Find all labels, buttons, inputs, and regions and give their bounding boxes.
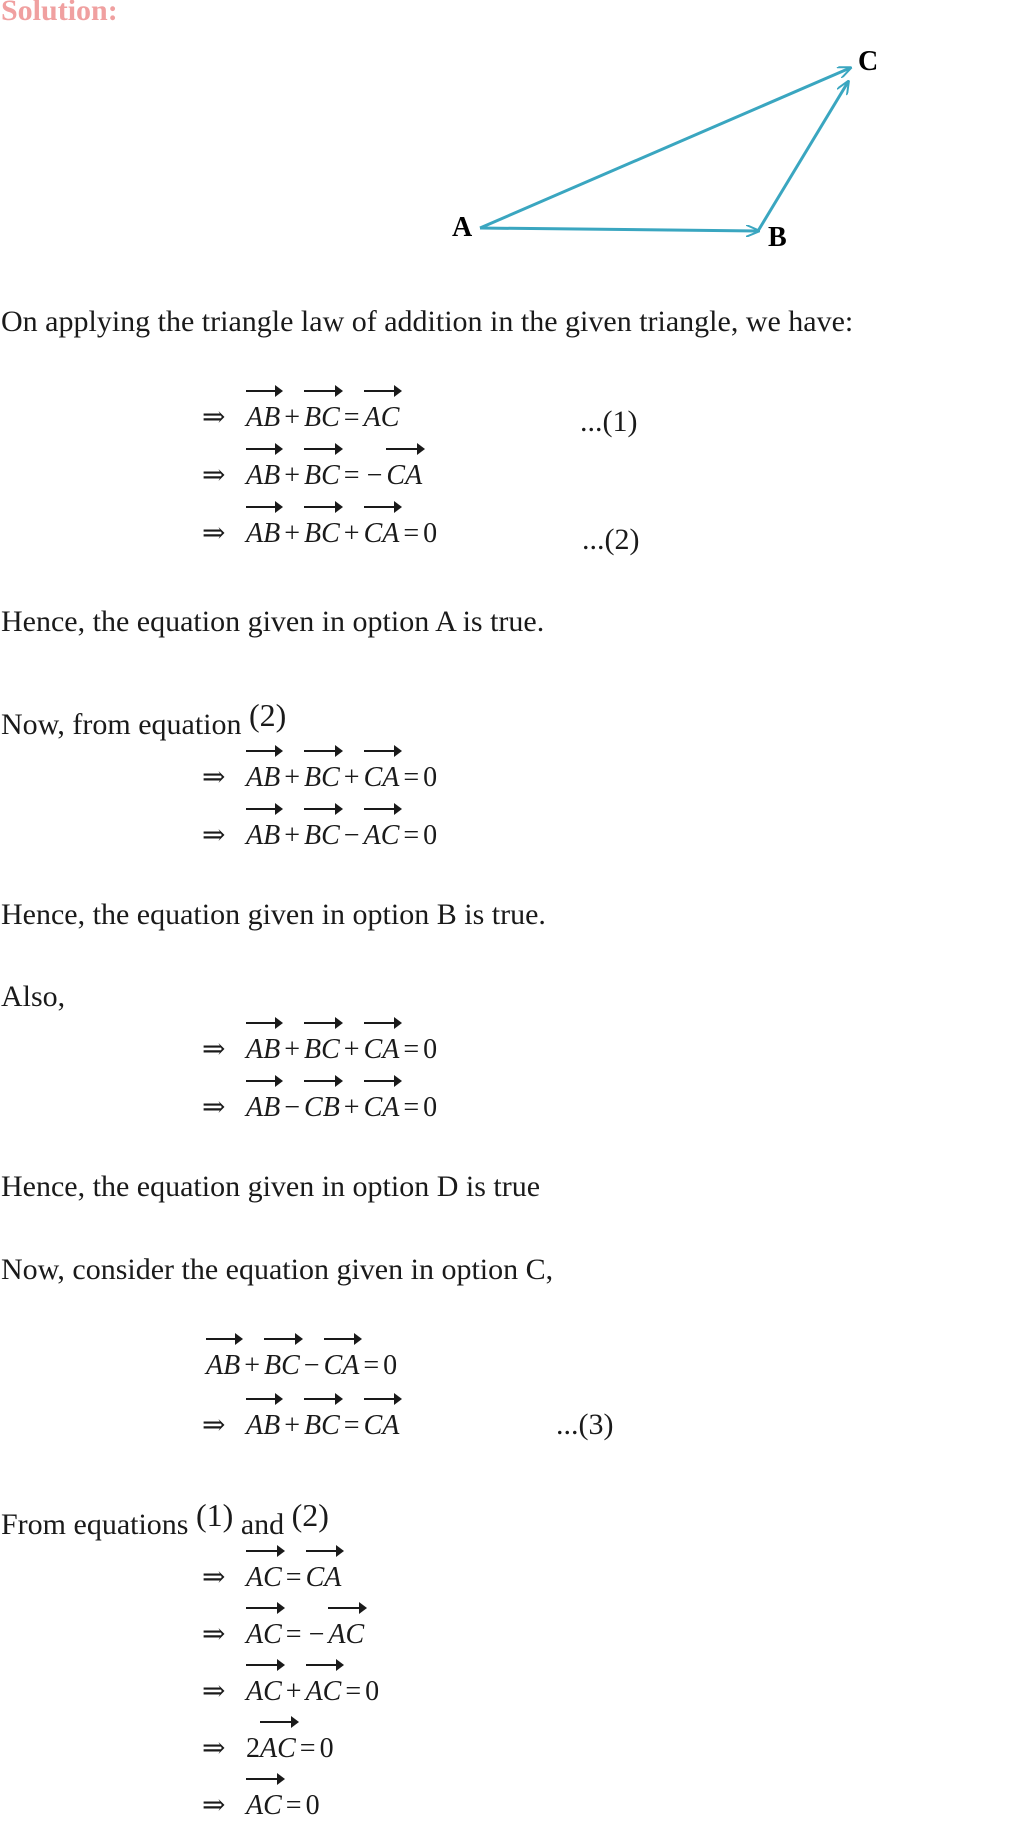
vector-term: CA <box>386 460 423 491</box>
vector-term: AC <box>363 820 400 851</box>
implies-symbol: ⇒ <box>202 1619 226 1650</box>
operator: + <box>343 518 360 549</box>
operator: + <box>343 1092 360 1123</box>
equation-line <box>202 760 437 794</box>
operator: + <box>343 1034 360 1065</box>
paragraph-prefix: Now, from equation <box>1 708 242 741</box>
operator: = <box>285 1562 302 1593</box>
vector-ab <box>480 228 758 231</box>
number: 2 <box>246 1733 260 1764</box>
vertex-label-a: A <box>452 212 473 243</box>
operator: − <box>343 820 360 851</box>
equation-line <box>202 1032 437 1066</box>
number: 0 <box>365 1676 380 1707</box>
operator: = <box>285 1790 302 1821</box>
equation-tag-2: ...(2) <box>582 523 640 556</box>
vector-term: BC <box>304 762 340 793</box>
vector-term: AB <box>246 1034 281 1065</box>
vector-term: AC <box>246 1676 282 1707</box>
paragraph-also: Also, <box>1 980 66 1013</box>
implies-symbol: ⇒ <box>202 1034 226 1065</box>
operator: + <box>343 762 360 793</box>
equation-tag-3: ...(3) <box>556 1408 614 1441</box>
equation-line <box>202 516 437 550</box>
equation-line <box>202 818 437 852</box>
operator: = <box>299 1733 316 1764</box>
vector-term: CA <box>323 1350 360 1381</box>
operator: + <box>244 1350 261 1381</box>
operator: = <box>403 820 420 851</box>
vector-term: AC <box>363 402 400 433</box>
implies-symbol: ⇒ <box>202 1676 226 1707</box>
equation-ref: (2) <box>249 697 287 733</box>
vector-term: AB <box>246 1092 281 1123</box>
vector-term: AB <box>246 762 281 793</box>
solution-heading: Solution: <box>1 0 118 27</box>
vector-bc <box>758 82 848 231</box>
operator: = <box>403 1092 420 1123</box>
triangle-figure <box>440 40 900 260</box>
vector-term: BC <box>304 402 340 433</box>
number: 0 <box>423 518 438 549</box>
vector-term: AB <box>246 460 281 491</box>
operator: = − <box>343 460 383 491</box>
implies-symbol: ⇒ <box>202 1562 226 1593</box>
vector-term: BC <box>304 820 340 851</box>
equation-line <box>202 1090 437 1124</box>
number: 0 <box>305 1790 320 1821</box>
operator: + <box>284 820 301 851</box>
operator: + <box>284 762 301 793</box>
operator: + <box>284 460 301 491</box>
vector-term: AB <box>246 518 281 549</box>
vertex-label-c: C <box>858 46 879 77</box>
vector-term: BC <box>304 1410 340 1441</box>
number: 0 <box>423 762 438 793</box>
operator: = <box>403 518 420 549</box>
operator: = <box>403 1034 420 1065</box>
operator: − <box>303 1350 320 1381</box>
equation-line <box>202 1731 334 1765</box>
operator: = − <box>285 1619 325 1650</box>
vector-term: AB <box>246 1410 281 1441</box>
operator: = <box>343 1410 360 1441</box>
vertex-label-b: B <box>768 222 787 253</box>
equation-line <box>202 1408 399 1442</box>
operator: = <box>345 1676 362 1707</box>
operator: − <box>284 1092 301 1123</box>
operator: + <box>284 1410 301 1441</box>
paragraph-option-b: Hence, the equation given in option B is true. <box>1 898 546 931</box>
vector-term: AC <box>246 1790 282 1821</box>
vector-term: CA <box>363 518 400 549</box>
paragraph-from-equation-2 <box>1 697 287 742</box>
operator: + <box>284 518 301 549</box>
vector-ac <box>480 68 850 228</box>
vector-term: AB <box>246 820 281 851</box>
vector-term: BC <box>264 1350 300 1381</box>
vector-term: CA <box>363 1034 400 1065</box>
number: 0 <box>423 1034 438 1065</box>
operator: = <box>343 402 360 433</box>
paragraph-triangle-law: On applying the triangle law of addition in the given triangle, we have: <box>1 305 854 338</box>
vector-term: BC <box>304 518 340 549</box>
implies-symbol: ⇒ <box>202 1790 226 1821</box>
vector-term: CA <box>363 762 400 793</box>
vector-term: AC <box>246 1619 282 1650</box>
equation-tag-1: ...(1) <box>580 405 638 438</box>
operator: + <box>284 402 301 433</box>
equation-line <box>202 400 399 434</box>
vector-term: AC <box>260 1733 296 1764</box>
vector-term: BC <box>304 1034 340 1065</box>
vector-term: CA <box>363 1092 400 1123</box>
vector-term: CB <box>304 1092 340 1123</box>
implies-symbol: ⇒ <box>202 460 226 491</box>
vector-term: CA <box>363 1410 400 1441</box>
operator: = <box>403 762 420 793</box>
paragraph-and: and <box>240 1508 285 1541</box>
equation-line <box>206 1350 397 1382</box>
operator: + <box>285 1676 302 1707</box>
vector-term: AB <box>246 402 281 433</box>
number: 0 <box>423 1092 438 1123</box>
equation-ref-1: (1) <box>196 1497 234 1533</box>
vector-term: AC <box>305 1676 342 1707</box>
paragraph-option-a: Hence, the equation given in option A is true. <box>1 605 545 638</box>
paragraph-prefix: From equations <box>1 1508 189 1541</box>
vector-term: AC <box>328 1619 365 1650</box>
implies-symbol: ⇒ <box>202 1733 226 1764</box>
implies-symbol: ⇒ <box>202 402 226 433</box>
paragraph-option-d: Hence, the equation given in option D is true <box>1 1170 541 1203</box>
vector-term: CA <box>305 1562 342 1593</box>
vector-term: BC <box>304 460 340 491</box>
number: 0 <box>423 820 438 851</box>
operator: = <box>363 1350 380 1381</box>
implies-symbol: ⇒ <box>202 762 226 793</box>
equation-line <box>202 1674 379 1708</box>
implies-symbol: ⇒ <box>202 820 226 851</box>
implies-symbol: ⇒ <box>202 518 226 549</box>
equation-line <box>202 1617 364 1651</box>
operator: + <box>284 1034 301 1065</box>
number: 0 <box>383 1350 398 1381</box>
implies-symbol: ⇒ <box>202 1410 226 1441</box>
equation-line <box>202 1560 341 1594</box>
paragraph-option-c: Now, consider the equation given in option C, <box>1 1253 554 1286</box>
equation-line <box>202 458 422 492</box>
implies-symbol: ⇒ <box>202 1092 226 1123</box>
equation-ref-2: (2) <box>291 1497 329 1533</box>
vector-term: AB <box>206 1350 241 1381</box>
paragraph-from-equations <box>1 1497 329 1542</box>
equation-line <box>202 1788 320 1822</box>
vector-term: AC <box>246 1562 282 1593</box>
number: 0 <box>319 1733 334 1764</box>
